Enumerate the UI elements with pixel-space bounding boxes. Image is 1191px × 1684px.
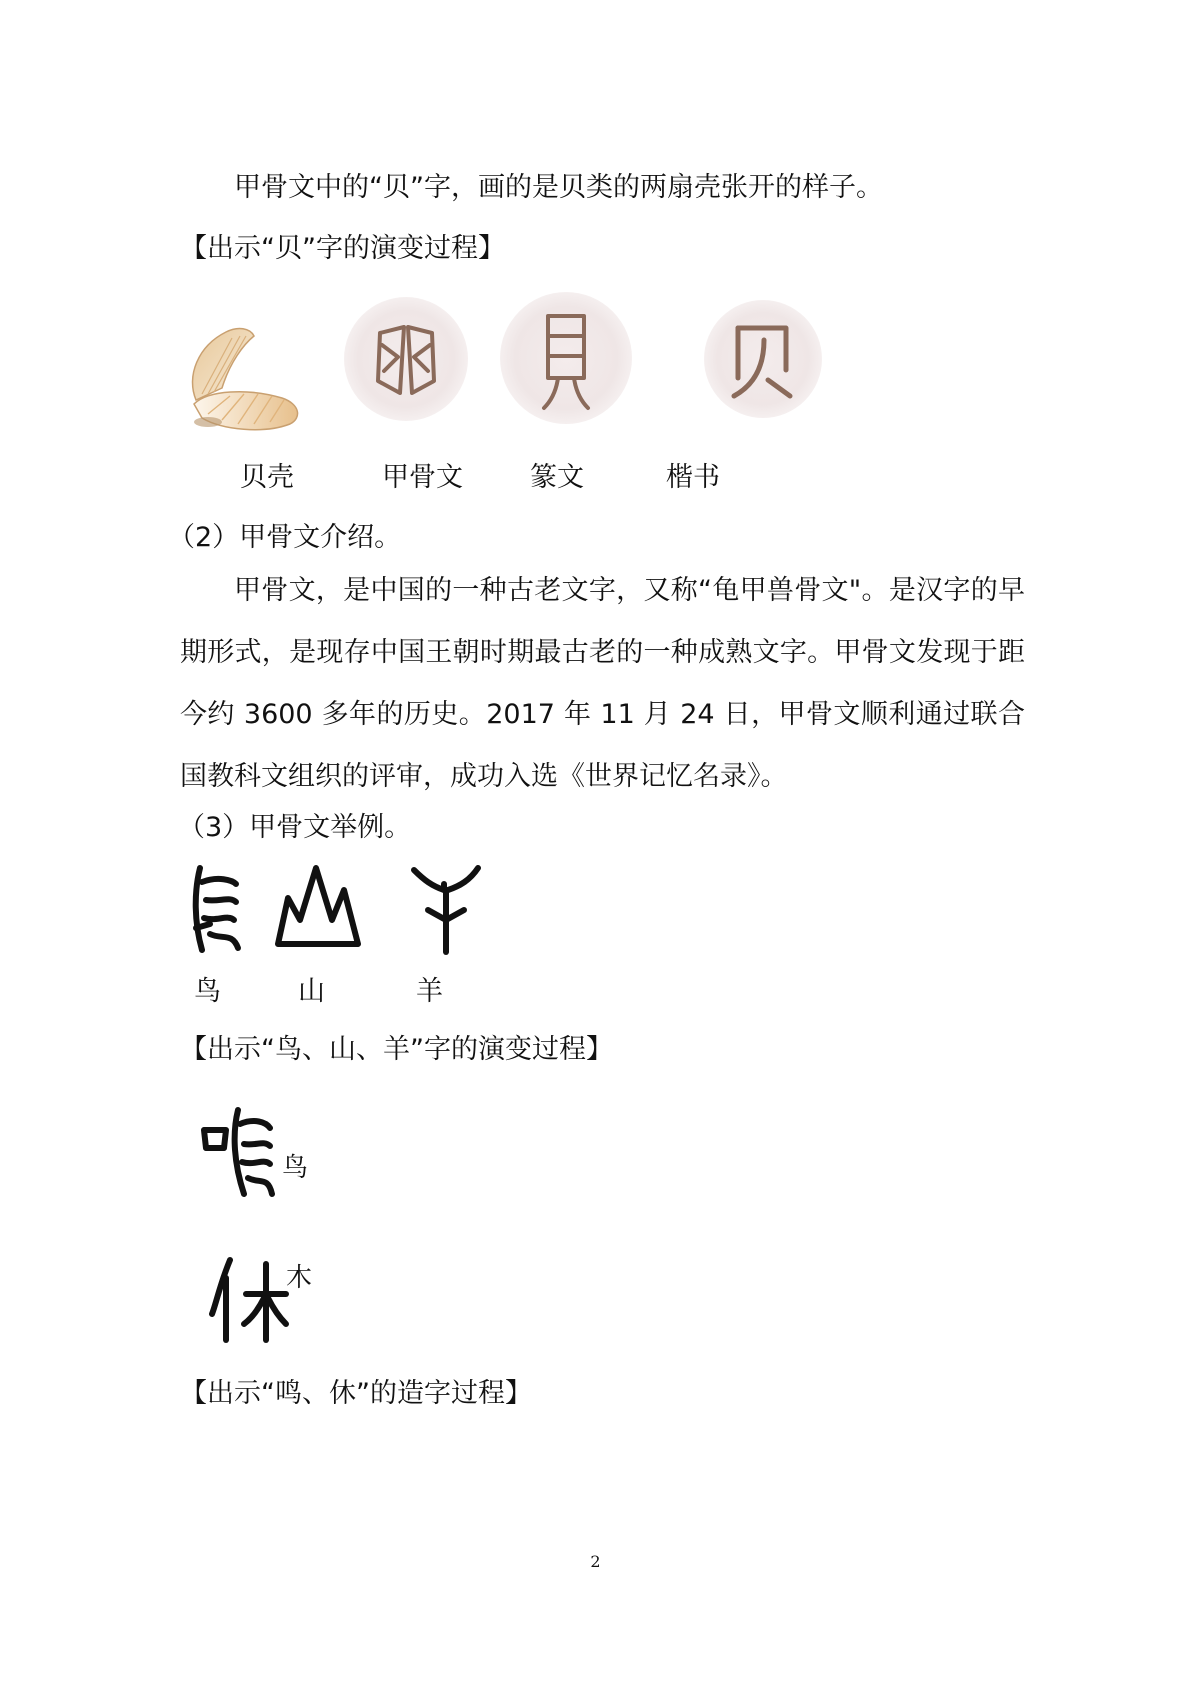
oracle-mountain-glyph	[272, 860, 364, 952]
caption-seal-script: 篆文	[530, 462, 584, 493]
section2-title: （2）甲骨文介绍。	[168, 522, 402, 553]
caption-seashell: 贝壳	[240, 462, 294, 493]
final-heading: 【出示“鸣、休”的造字过程】	[180, 1378, 532, 1409]
examples-evolution-heading: 【出示“鸟、山、羊”字的演变过程】	[180, 1034, 613, 1065]
oracle-sheep-glyph	[406, 860, 486, 956]
page-number: 2	[590, 1552, 601, 1571]
caption-sheep: 羊	[416, 976, 443, 1007]
intro-line: 甲骨文中的“贝”字，画的是贝类的两扇壳张开的样子。	[234, 172, 883, 203]
caption-bird: 鸟	[194, 976, 221, 1007]
bei-evolution-heading: 【出示“贝”字的演变过程】	[180, 233, 505, 264]
seal-script-bei-image	[500, 292, 632, 424]
oracle-bird-glyph	[188, 862, 248, 958]
caption-regular-script: 楷书	[666, 462, 720, 493]
seashell-image	[178, 318, 306, 438]
oracle-bone-bei-image	[344, 297, 468, 421]
ming-side-character: 鸟	[282, 1153, 309, 1183]
section2-paragraph: 甲骨文，是中国的一种古老文字，又称“龟甲兽骨文"。是汉字的早期形式，是现存中国王朝时期最古老的一种成熟文字。甲骨文发现于距今约 3600 多年的历史。2017 年 11 月 24 日，甲骨文顺利通过联合国教科文组织的评审，成功入选《世界记忆名录》。	[180, 575, 1025, 792]
caption-oracle-bone: 甲骨文	[382, 462, 463, 493]
xiu-side-character: 木	[286, 1263, 313, 1293]
caption-mountain: 山	[298, 976, 325, 1007]
oracle-ming-glyph	[198, 1104, 282, 1202]
oracle-xiu-glyph	[206, 1254, 290, 1346]
regular-script-bei-image	[704, 300, 822, 418]
section3-title: （3）甲骨文举例。	[178, 812, 412, 843]
